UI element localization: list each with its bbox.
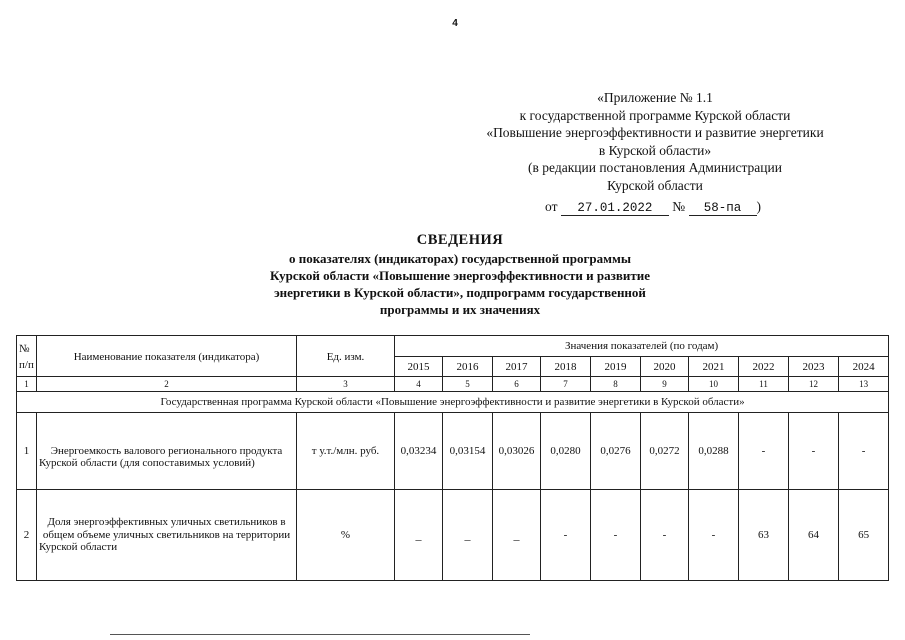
order-number: 58-па	[689, 201, 757, 216]
footer-rule	[110, 634, 530, 635]
column-number: 8	[591, 377, 641, 392]
indicator-value: 0,0288	[689, 413, 739, 490]
header-year: 2022	[739, 357, 789, 377]
header-year: 2016	[443, 357, 493, 377]
header-year: 2023	[789, 357, 839, 377]
indicator-value: 0,03234	[395, 413, 443, 490]
column-number: 12	[789, 377, 839, 392]
document-heading	[200, 231, 720, 318]
indicator-value: 0,0272	[641, 413, 689, 490]
header-unit: Ед. изм.	[297, 336, 395, 377]
header-num: № п/п	[17, 336, 37, 377]
appendix-line: «Приложение № 1.1	[597, 90, 713, 105]
header-year: 2024	[839, 357, 889, 377]
column-number: 1	[17, 377, 37, 392]
indicator-value: 0,0276	[591, 413, 641, 490]
document-title: СВЕДЕНИЯ	[416, 232, 504, 248]
table-row	[17, 490, 889, 581]
indicator-unit: т у.т./млн. руб.	[297, 413, 395, 490]
column-number: 13	[839, 377, 889, 392]
page-number: 4	[452, 18, 458, 29]
indicator-value: 0,03154	[443, 413, 493, 490]
heading-line: энергетики в Курской области», подпрограмм государственной	[274, 285, 646, 300]
indicator-name: Энергоемкость валового регионального продукта Курской области (для сопоставимых условий)	[37, 413, 297, 490]
header-row	[17, 336, 889, 357]
indicator-value: -	[839, 413, 889, 490]
row-number: 1	[17, 413, 37, 490]
column-number: 9	[641, 377, 689, 392]
order-suffix: )	[756, 199, 761, 214]
header-year: 2015	[395, 357, 443, 377]
column-number: 10	[689, 377, 739, 392]
heading-line: Курской области «Повышение энергоэффективности и развитие	[269, 268, 650, 283]
program-title: Государственная программа Курской области «Повышение энергоэффективности и развитие энергетики в Курской области»	[17, 392, 889, 413]
table-row	[17, 413, 889, 490]
column-number: 5	[443, 377, 493, 392]
column-number: 4	[395, 377, 443, 392]
heading-line: программы и их значениях	[379, 302, 541, 317]
appendix-block	[455, 89, 855, 195]
indicator-value: -	[789, 413, 839, 490]
indicator-name: Доля энергоэффективных уличных светильников в общем объеме уличных светильников на территории Курской области	[37, 490, 297, 581]
column-numbers-row	[17, 377, 889, 392]
header-year: 2021	[689, 357, 739, 377]
indicator-value: _	[493, 490, 541, 581]
indicator-value: 0,03026	[493, 413, 541, 490]
indicator-value: -	[591, 490, 641, 581]
row-number: 2	[17, 490, 37, 581]
order-number-prefix: №	[672, 199, 686, 214]
appendix-line: Курской области	[607, 177, 703, 193]
indicator-value: -	[739, 413, 789, 490]
indicator-value: -	[689, 490, 739, 581]
column-number: 3	[297, 377, 395, 392]
heading-line: о показателях (индикаторах) государственной программы	[288, 251, 632, 266]
order-line	[545, 199, 761, 216]
indicator-value: 0,0280	[541, 413, 591, 490]
appendix-line: «Повышение энергоэффективности и развитие энергетики	[486, 125, 824, 141]
column-number: 2	[37, 377, 297, 392]
column-number: 6	[493, 377, 541, 392]
order-prefix: от	[545, 199, 558, 214]
header-year: 2018	[541, 357, 591, 377]
indicator-value: -	[541, 490, 591, 581]
appendix-line: в Курской области»	[598, 142, 712, 158]
header-name: Наименование показателя (индикатора)	[37, 336, 297, 377]
indicator-value: 63	[739, 490, 789, 581]
header-year: 2017	[493, 357, 541, 377]
appendix-line: к государственной программе Курской области	[519, 107, 791, 123]
header-year: 2019	[591, 357, 641, 377]
indicator-value: _	[443, 490, 493, 581]
header-values-group: Значения показателей (по годам)	[395, 336, 889, 357]
header-year: 2020	[641, 357, 689, 377]
indicator-value: 64	[789, 490, 839, 581]
indicator-unit: %	[297, 490, 395, 581]
program-row	[17, 392, 889, 413]
column-number: 11	[739, 377, 789, 392]
column-number: 7	[541, 377, 591, 392]
appendix-line: (в редакции постановления Администрации	[528, 160, 782, 176]
indicator-value: _	[395, 490, 443, 581]
order-date: 27.01.2022	[561, 201, 669, 216]
indicator-value: -	[641, 490, 689, 581]
indicators-table	[16, 335, 889, 581]
indicator-value: 65	[839, 490, 889, 581]
